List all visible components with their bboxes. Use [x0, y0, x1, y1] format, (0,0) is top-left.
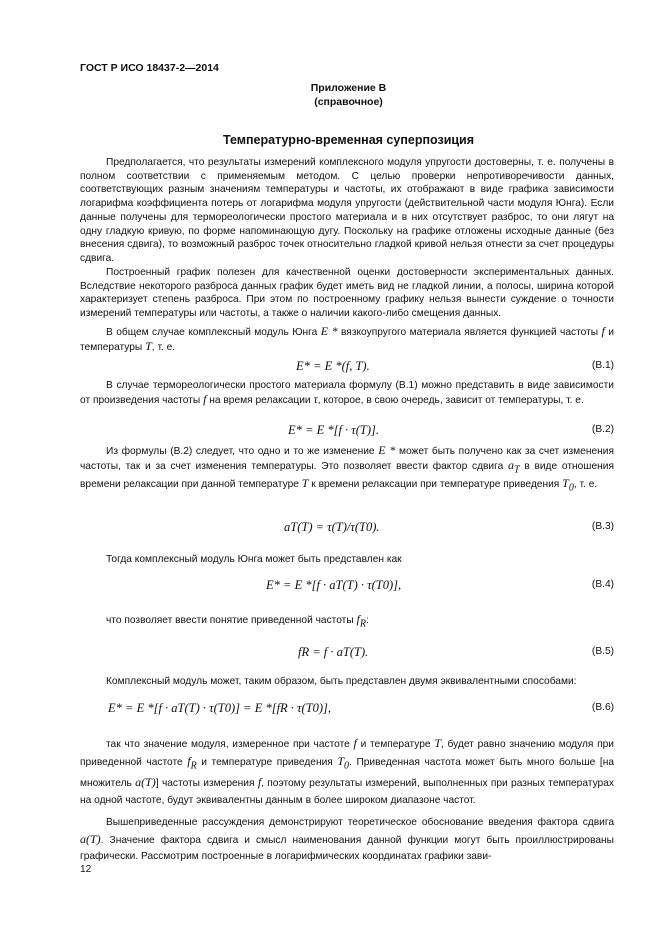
paragraph-6: Тогда комплексный модуль Юнга может быть представлен как [106, 554, 402, 565]
annex-title: Приложение В [310, 82, 387, 94]
equation-b2: E* = E *[f · τ(T)]. (В.2) [288, 423, 614, 437]
equation-b1: E* = E *(f, T). (В.1) [296, 359, 614, 373]
equation-b4: E* = E *[f · aT(T) · τ(T0)], (В.4) [266, 578, 614, 592]
paragraph-8: Комплексный модуль может, таким образом, быть представлен двумя эквивалентными способами: [106, 676, 577, 687]
paragraph-1: Предполагается, что результаты измерений комплексного модуля упругости достоверны, т. е. получены в полном соответствии с применяемым методом. С целью проверки непротиворечивости данных, соответствующих разным значениям температуры и частоты, их отображают в виде графика зависимости логарифма коэффициента потерь от логарифма модуля упругости (действительной части модуля Юнга). Если данные получены для термореологически простого материала и в них отсутствует разброс, то они лягут на одну гладкую кривую, по форме напоминающую дугу. Поскольку на графике отложены исходные данные (без внесения сдвига), то возможный разброс точек относительно гладкой кривой нельзя отнести за счет процедуры сдвига. [80, 157, 614, 264]
section-title: Температурно-временная суперпозиция [222, 133, 475, 147]
paragraph-9: так что значение модуля, измеренное при частоте f и температуре T, будет равно значению модуля при приведенной частоте $f_R$ и температуре приведения $T_0$. Приведенная частота может быть много больше [на множитель a(T)] частоты измерения f, поэтому результаты измерений, выполненных при разных температурах на одной частоте, будут эквивалентны данным в более широком диапазоне частот. [80, 736, 614, 807]
annex-note: (справочное) [314, 96, 383, 108]
paragraph-2: Построенный график полезен для качественной оценки достоверности экспериментальных данных. Вследствие некоторого разброса данных график будет иметь вид не гладкой линии, а полосы, ширина которой характеризует степень разброса. При этом по построенному графику нельзя вынести суждение о точности измерений температуры или частоты, а также о наличии какого-либо смещения данных. [80, 267, 614, 320]
paragraph-4: В случае термореологически простого материала формулу (В.1) можно представить в виде зависимости от произведения частоты f на время релаксации τ, которое, в свою очередь, зависит от температуры, т. е. [80, 380, 614, 406]
paragraph-10: Вышеприведенные рассуждения демонстрируют теоретическое обоснование введения фактора сдвига a(T). Значение фактора сдвига и смысл наименования данной функции могут быть проиллюстрированы графически. Рассмотрим построенные в логарифмических координатах графики зави- [80, 817, 614, 862]
paragraph-5: Из формулы (В.2) следует, что одно и то же изменение E * может быть получено как за счет изменения частоты, так и за счет изменения температуры. Это позволяет ввести фактор сдвига $a_T$ в виде отношения времени релаксации при данной температуре T к времени релаксации при температуре приведения $T_0$, т. е. [80, 443, 614, 494]
page-number: 12 [80, 864, 92, 875]
equation-b3: aT(T) = τ(T)/τ(T0). (В.3) [284, 520, 614, 534]
equation-b6: E* = E *[f · aT(T) · τ(T0)] = E *[fR · τ(T0)], (В.6) [108, 701, 614, 715]
paragraph-3: В общем случае комплексный модуль Юнга E * вязкоупругого материала является функцией частоты f и температуры T, т. е. [80, 324, 614, 353]
equation-b5: fR = f · aT(T). (В.5) [298, 645, 614, 659]
standard-header: ГОСТ Р ИСО 18437-2—2014 [80, 62, 219, 74]
paragraph-7: что позволяет ввести понятие приведенной частоты $f_R$: [106, 612, 369, 630]
